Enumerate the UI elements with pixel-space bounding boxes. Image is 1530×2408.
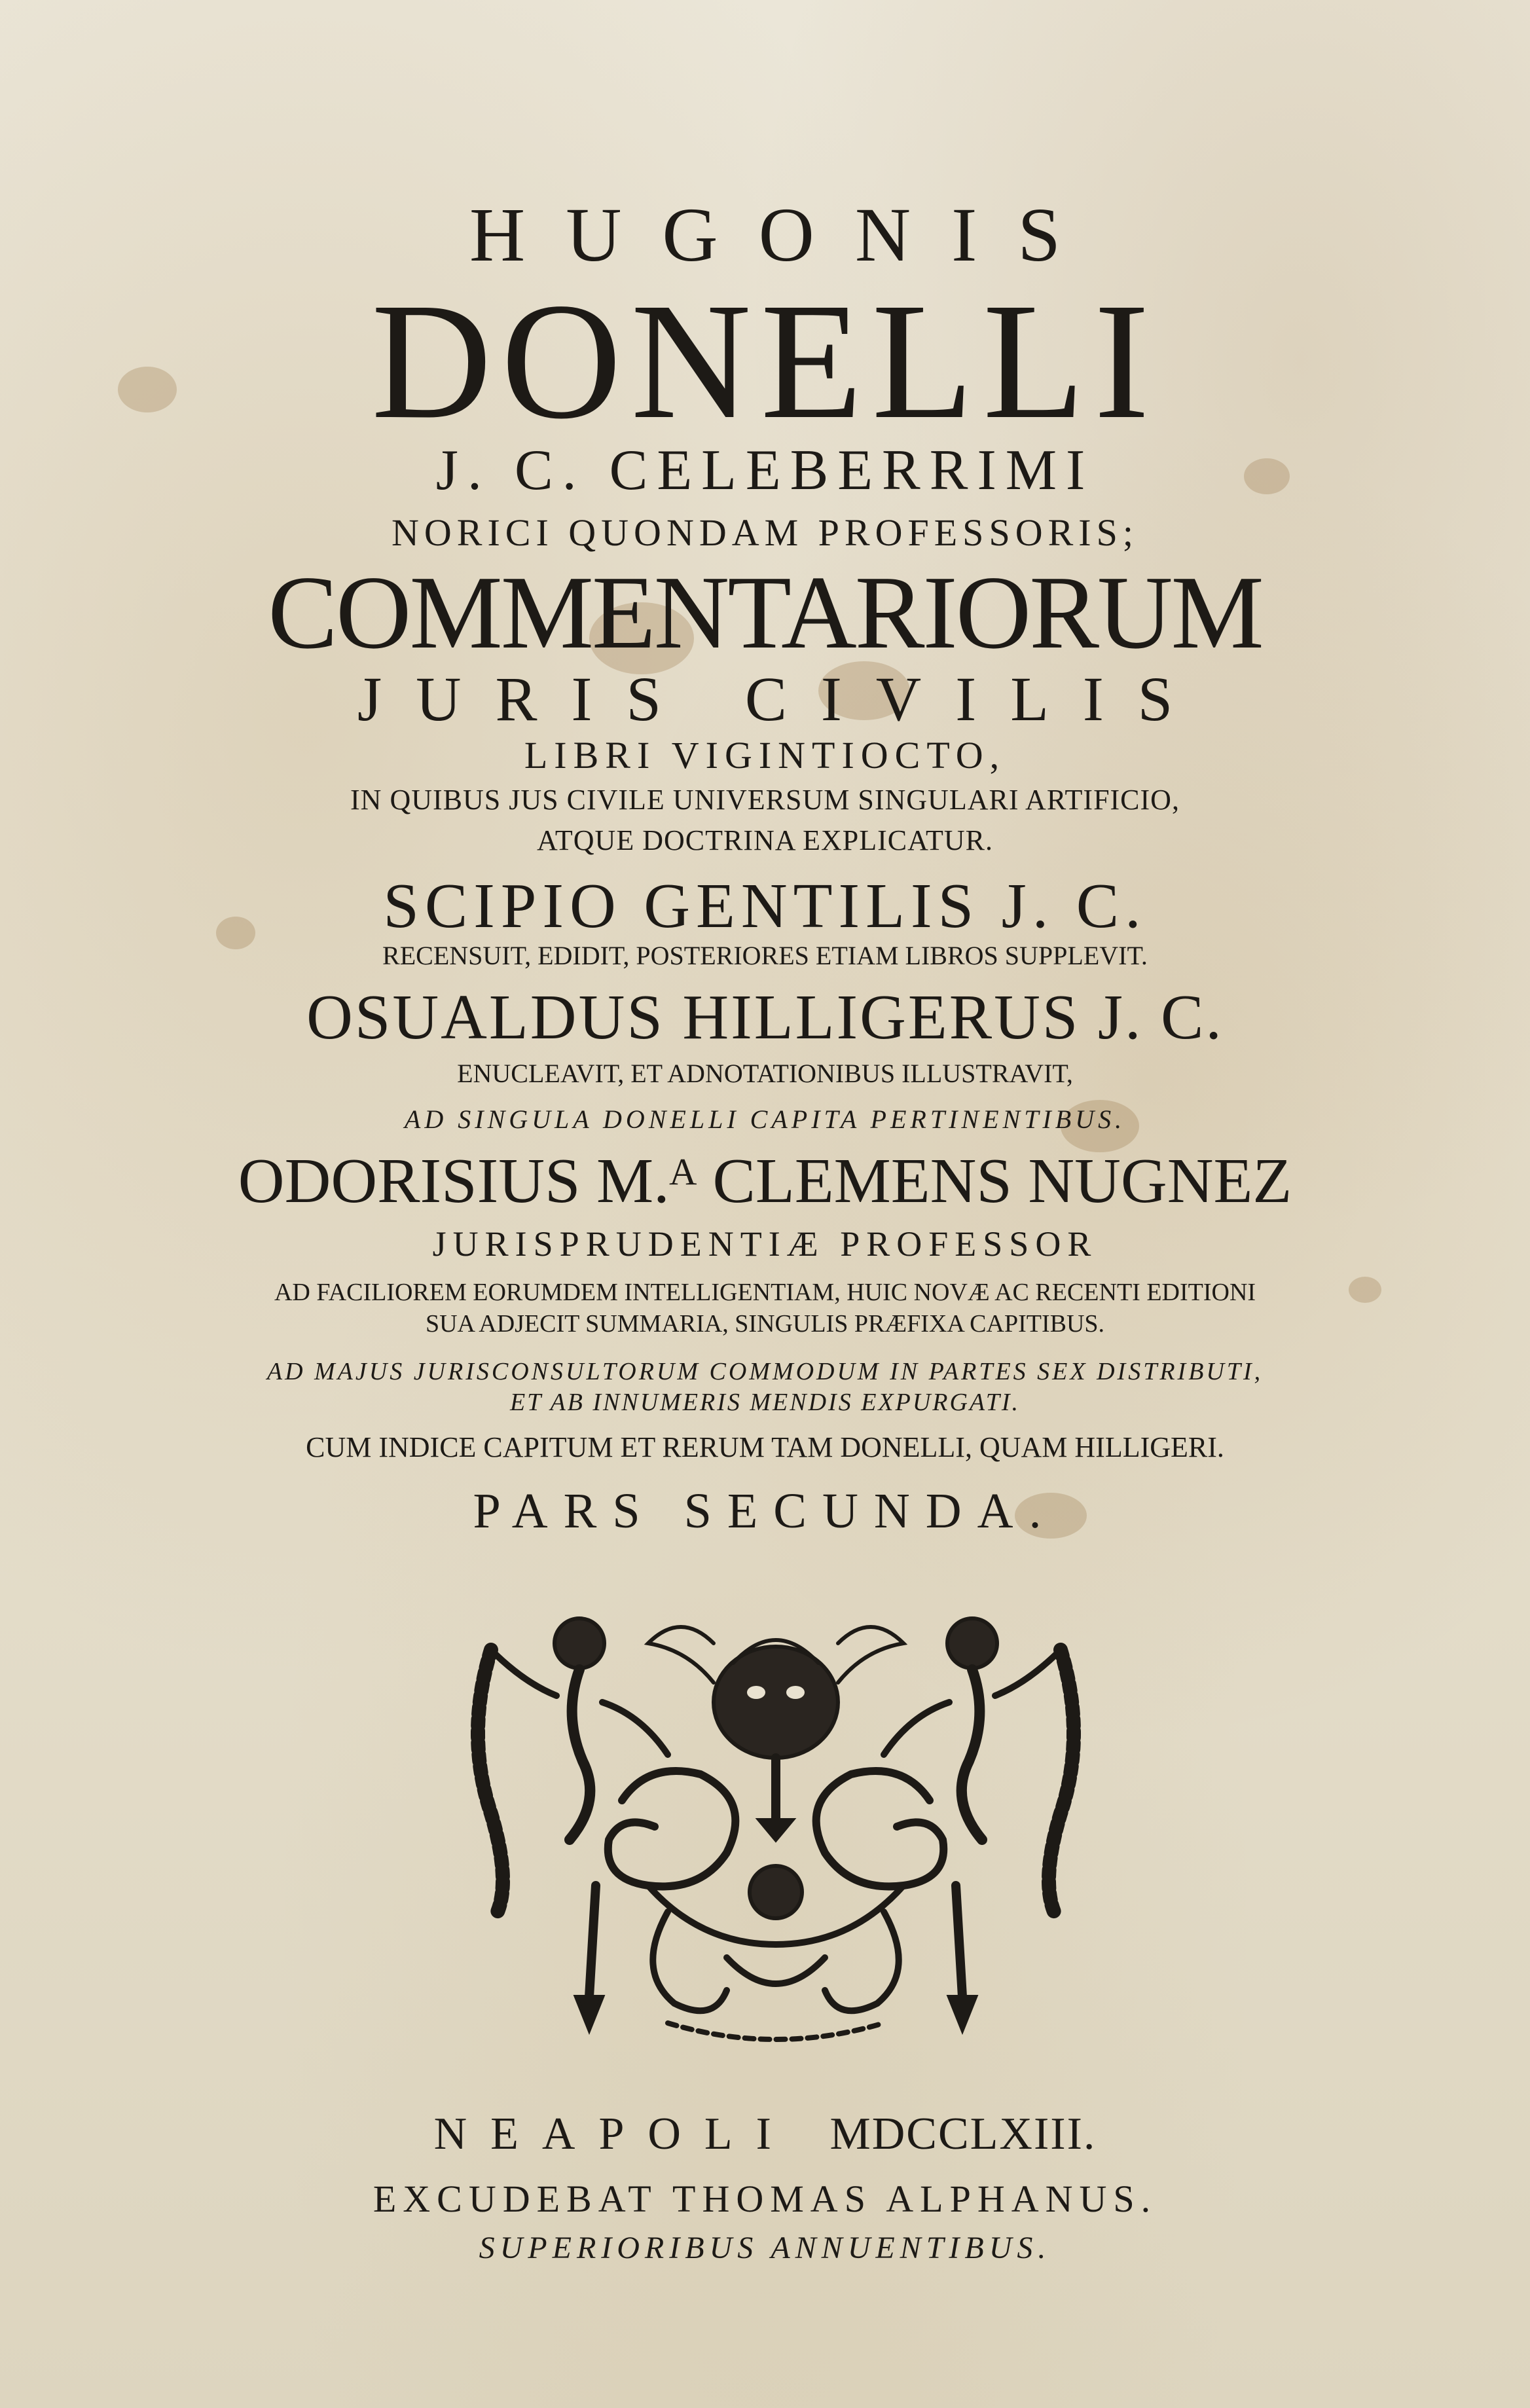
woodcut-ornament-icon bbox=[452, 1604, 1100, 2049]
distribution-note: AD MAJUS JURISCONSULTORUM COMMODUM IN PARTES SEX DISTRIBUTI, bbox=[266, 1358, 1264, 1385]
editor-role: ENUCLEAVIT, ET ADNOTATIONIBUS ILLUSTRAVIT, bbox=[457, 1059, 1073, 1088]
editor-name: SCIPIO GENTILIS J. C. bbox=[383, 871, 1147, 941]
distribution-note: ET AB INNUMERIS MENDIS EXPURGATI. bbox=[509, 1389, 1021, 1416]
author-title: J. C. CELEBERRIMI bbox=[435, 439, 1095, 502]
work-subject: JURIS CIVILIS bbox=[357, 664, 1207, 734]
imprint-line bbox=[0, 2111, 1530, 2157]
index-note: CUM INDICE CAPITUM ET RERUM TAM DONELLI, QUAM HILLIGERI. bbox=[306, 1431, 1224, 1463]
description-line: ATQUE DOCTRINA EXPLICATUR. bbox=[537, 824, 993, 856]
editor-role: AD SINGULA DONELLI CAPITA PERTINENTIBUS. bbox=[404, 1104, 1126, 1134]
imprint-city: NEAPOLI bbox=[433, 2109, 795, 2159]
books-count: LIBRI VIGINTIOCTO, bbox=[524, 734, 1006, 776]
editor-role: AD FACILIOREM EORUMDEM INTELLIGENTIAM, HUIC NOVÆ AC RECENTI EDITIONI bbox=[274, 1279, 1256, 1306]
volume-label: PARS SECUNDA. bbox=[473, 1484, 1057, 1539]
editor-name: OSUALDUS HILLIGERUS J. C. bbox=[306, 982, 1224, 1053]
editor-title: JURISPRUDENTIÆ PROFESSOR bbox=[432, 1224, 1098, 1264]
license-line: SUPERIORIBUS ANNUENTIBUS. bbox=[479, 2231, 1051, 2265]
printer-line: EXCUDEBAT THOMAS ALPHANUS. bbox=[373, 2178, 1157, 2220]
work-title: COMMENTARIORUM bbox=[268, 554, 1262, 670]
imprint-year: MDCCLXIII. bbox=[829, 2109, 1097, 2159]
author-surname: DONELLI bbox=[371, 269, 1159, 454]
editor-role: RECENSUIT, EDIDIT, POSTERIORES ETIAM LIBROS SUPPLEVIT. bbox=[382, 941, 1148, 970]
author-post: NORICI QUONDAM PROFESSORIS; bbox=[392, 511, 1138, 554]
editor-role: SUA ADJECIT SUMMARIA, SINGULIS PRÆFIXA CAPITIBUS. bbox=[425, 1310, 1105, 1338]
editor-name: ODORISIUS M.ᴬ CLEMENS NUGNEZ bbox=[238, 1146, 1292, 1216]
author-first-name: HUGONIS bbox=[469, 192, 1101, 278]
description-line: IN QUIBUS JUS CIVILE UNIVERSUM SINGULARI ARTIFICIO, bbox=[350, 784, 1180, 816]
